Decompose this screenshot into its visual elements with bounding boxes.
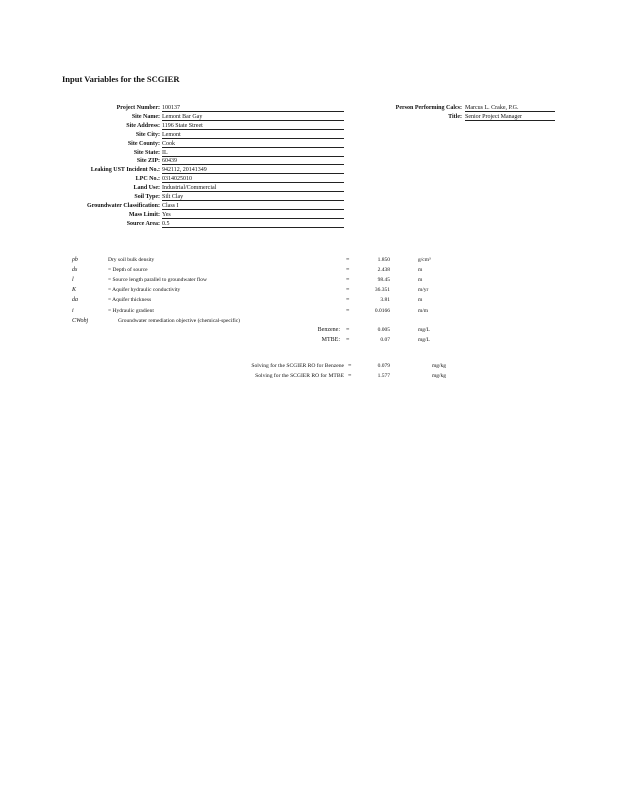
project-field-value: Industrial/Commercial	[162, 185, 344, 192]
chemical-unit: mg/L	[418, 337, 430, 343]
project-field-label: Site Name:	[131, 113, 160, 120]
variable-symbol: K	[72, 287, 77, 294]
equals-sign: =	[348, 363, 352, 369]
equals-sign: =	[346, 277, 350, 284]
page-title: Input Variables for the SCGIER	[62, 74, 180, 84]
variable-description: = Hydraulic gradient	[108, 307, 154, 314]
project-field-label: Source Area:	[126, 220, 160, 227]
variable-description: = Aquifer thickness	[108, 297, 152, 304]
equals-sign: =	[346, 257, 350, 263]
chemical-name: Benzene:	[317, 327, 340, 333]
project-field-label: LPC No.:	[135, 176, 160, 183]
performer-value: Marcus L. Crake, P.G.	[465, 105, 555, 112]
result-unit: mg/kg	[432, 363, 447, 369]
result-label: Solving for the SCGIER RO for Benzene	[251, 363, 344, 369]
variable-symbol: ds	[72, 267, 78, 274]
variable-unit: m/yr	[418, 287, 429, 294]
variable-value: 2.438	[377, 267, 390, 274]
chemical-unit: mg/L	[418, 327, 430, 333]
result-unit: mg/kg	[432, 372, 447, 379]
project-field-value: Yes	[162, 212, 344, 219]
variable-symbol: i	[72, 307, 74, 314]
project-field-label: Leaking UST Incident No.:	[90, 167, 160, 174]
variable-description: Dry soil bulk density	[108, 257, 155, 263]
variable-description: = Depth of source	[108, 267, 148, 274]
project-field-label: Groundwater Classification:	[87, 202, 160, 209]
variable-unit: g/cm³	[418, 257, 431, 263]
project-field-value: 0.5	[162, 221, 344, 228]
performer-label: Person Performing Calcs:	[395, 105, 462, 111]
equals-sign: =	[346, 267, 350, 274]
variable-value: 3.81	[380, 297, 390, 304]
project-field-label: Mass Limit:	[128, 211, 160, 218]
project-field-value: Silt Clay	[162, 194, 344, 201]
variable-unit: m	[418, 267, 423, 274]
result-label: Solving for the SCGIER RO for MTBE	[255, 372, 344, 379]
variable-symbol: da	[72, 297, 78, 304]
equals-sign: =	[346, 287, 350, 294]
project-field-label: Land Use:	[133, 185, 160, 192]
project-field-label: Site State:	[133, 149, 160, 156]
variable-description: = Aquifer hydraulic conductivity	[108, 287, 181, 294]
equals-sign: =	[348, 372, 352, 379]
variable-value: 98.45	[377, 277, 390, 284]
performer-value: Senior Project Manager	[465, 114, 555, 121]
equals-sign: =	[346, 327, 350, 333]
variable-value: 0.0166	[374, 307, 390, 314]
variable-value: 1.850	[377, 257, 390, 263]
project-field-value: 60439	[162, 158, 344, 165]
chemical-value: 0.07	[380, 337, 390, 343]
project-field-value: Class I	[162, 203, 344, 210]
performer-label: Title:	[448, 113, 462, 120]
project-field-value: 0314025010	[162, 176, 344, 183]
chemical-name: MTBE:	[321, 337, 340, 343]
variable-symbol: ρb	[72, 257, 78, 263]
project-field-value: Cook	[162, 141, 344, 148]
result-value: 0.079	[377, 363, 390, 369]
project-field-label: Site ZIP:	[136, 158, 160, 165]
variable-value: 36.351	[374, 287, 390, 294]
variable-description: Groundwater remediation objective (chemical-specific)	[118, 317, 241, 324]
project-field-value: Lemont Bar Gay	[162, 114, 344, 121]
project-field-label: Site County:	[127, 140, 160, 147]
project-field-label: Site City:	[135, 131, 160, 138]
project-field-value: 100137	[162, 105, 344, 112]
equals-sign: =	[346, 297, 350, 304]
variable-unit: m	[418, 297, 423, 304]
project-field-label: Site Address:	[126, 122, 160, 129]
variable-symbol: CWobj	[72, 317, 89, 324]
variable-unit: m/m	[418, 307, 429, 314]
project-field-value: 942112, 20141349	[162, 167, 344, 174]
project-field-label: Project Number:	[116, 105, 160, 111]
project-field-value: 1196 State Street	[162, 123, 344, 130]
variable-description: = Source length parallel to groundwater flow	[108, 277, 208, 284]
project-field-value: Lemont	[162, 132, 344, 139]
variable-unit: m	[418, 277, 423, 284]
equals-sign: =	[346, 337, 350, 343]
result-value: 1.577	[377, 372, 390, 379]
project-field-value: IL	[162, 150, 344, 157]
variable-symbol: l	[72, 277, 74, 284]
chemical-value: 0.005	[377, 327, 390, 333]
project-field-label: Soil Type:	[134, 194, 160, 200]
equals-sign: =	[346, 307, 350, 314]
